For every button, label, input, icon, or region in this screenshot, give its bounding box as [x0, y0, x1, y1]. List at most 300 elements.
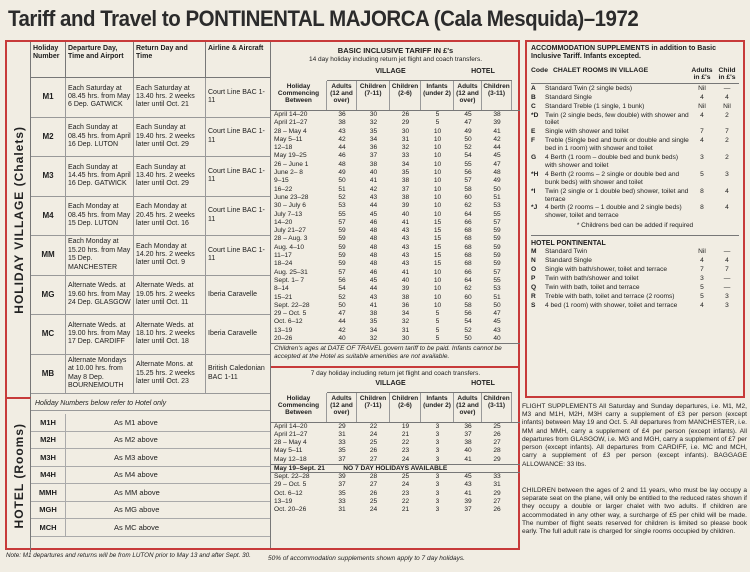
price: 51	[493, 293, 501, 301]
airline-info: Court Line BAC 1-11	[208, 128, 265, 144]
price: 62	[464, 285, 472, 293]
price: 29	[493, 455, 501, 463]
period: 30 – July 6	[274, 202, 306, 210]
tariff-row	[271, 119, 520, 127]
room-code: *H	[531, 170, 539, 178]
price: 62	[464, 202, 472, 210]
airline-info: Iberia Caravelle	[208, 330, 258, 338]
period: Sept. 22–28	[274, 301, 310, 309]
return-info: Each Saturday at 13.40 hrs. 2 weeks later until Oct. 21	[134, 78, 206, 117]
tariff-row	[271, 235, 520, 243]
price: 46	[369, 268, 378, 276]
tariff-row	[271, 244, 520, 252]
period: May 5–11	[274, 447, 303, 455]
price: 45	[464, 473, 472, 481]
hotel-room-list	[531, 248, 739, 309]
price: 41	[464, 489, 472, 497]
price: 10	[433, 169, 442, 177]
price: 51	[493, 193, 501, 201]
col-header: Children (7-11)	[357, 81, 390, 110]
price: 32	[401, 144, 410, 152]
adult-price: 4	[700, 137, 704, 145]
price: 3	[435, 447, 440, 455]
tariff-section	[270, 42, 520, 548]
price: 10	[433, 185, 442, 193]
price: 50	[493, 301, 501, 309]
price: 22	[369, 422, 378, 430]
percent-note: 50% of accommodation supplements shown apply to 7 day holidays.	[268, 555, 465, 562]
period: April 14–20	[274, 111, 308, 118]
price: 29	[338, 422, 346, 430]
price: 41	[493, 127, 501, 135]
price: 31	[338, 430, 346, 438]
price: 5	[435, 310, 440, 318]
holiday-number: MG	[31, 276, 66, 315]
price: 56	[464, 169, 472, 177]
hotel-code: MCH	[31, 519, 66, 536]
village-label: VILLAGE	[327, 68, 454, 81]
room-row	[531, 85, 739, 93]
departure-row	[31, 315, 270, 355]
price: 47	[338, 310, 346, 318]
child-price: 4	[725, 256, 729, 264]
period: 11–17	[274, 252, 292, 260]
tariff-row	[271, 202, 520, 210]
room-row	[531, 248, 739, 256]
price: 57	[493, 218, 501, 226]
room-code: *J	[531, 204, 538, 212]
adult-price: 5	[700, 292, 704, 300]
room-desc: Standard Single	[545, 256, 592, 264]
child-price: 4	[725, 93, 729, 101]
departure-info: Each Sunday at 14.45 hrs. from April 16 Dep. GATWICK	[66, 157, 134, 196]
child-price: 3	[725, 292, 729, 300]
price: 46	[338, 152, 346, 160]
price: 43	[401, 227, 410, 235]
room-row	[531, 94, 739, 102]
period: Oct. 20–26	[274, 506, 307, 514]
child-price: 3	[725, 170, 729, 178]
price: 59	[493, 260, 501, 268]
hotel-code: M3H	[31, 449, 66, 466]
room-row	[531, 284, 739, 292]
room-code: S	[531, 301, 536, 309]
room-code: R	[531, 292, 536, 300]
price: 46	[369, 218, 378, 226]
period: 14–20	[274, 218, 293, 226]
price: 59	[338, 227, 346, 235]
period: Aug. 4–10	[274, 243, 305, 251]
period: Aug. 25–31	[274, 268, 308, 276]
price: 58	[464, 301, 472, 309]
price: 48	[369, 235, 378, 243]
tariff-row	[271, 498, 520, 506]
period: 9–15	[274, 177, 289, 185]
price: 3	[435, 422, 440, 430]
room-row	[531, 302, 739, 310]
price: 39	[401, 285, 410, 293]
price: 50	[464, 135, 472, 143]
tariff-row	[271, 152, 520, 160]
col-header: Infants (under 2)	[421, 393, 454, 422]
departure-info: Alternate Weds. at 19.00 hrs. from May 17 Dep. CARDIFF	[66, 315, 134, 354]
child-price: —	[723, 84, 731, 92]
price: 44	[338, 144, 346, 152]
price: 66	[464, 268, 472, 276]
period: Oct. 6–12	[274, 489, 303, 497]
price: 40	[493, 335, 501, 343]
side-label-hotel: HOTEL (Rooms)	[7, 397, 31, 552]
room-desc: Twin (2 single or 1 double bed) shower, toilet and terrace	[545, 187, 689, 203]
price: 15	[433, 243, 442, 251]
hotel-desc: As M1 above	[114, 417, 158, 427]
price: 35	[338, 489, 346, 497]
price: 21	[401, 506, 410, 514]
price: 54	[338, 285, 346, 293]
price: 15	[433, 252, 442, 260]
price: 40	[369, 169, 378, 177]
tariff-row	[271, 302, 520, 310]
departure-info: Each Sunday at 08.45 hrs. from April 16 Dep. LUTON	[66, 118, 134, 157]
tariff-row	[271, 447, 520, 455]
period: 16–22	[274, 185, 293, 193]
departure-row	[31, 197, 270, 237]
luton-note: Note: M1 departures and returns will be from LUTON prior to May 13 and after Sept. 30.	[6, 552, 251, 559]
departure-row	[31, 157, 270, 197]
room-code: A	[531, 84, 536, 92]
departure-row	[31, 355, 270, 395]
room-row	[531, 266, 739, 274]
holiday-number: M1	[31, 78, 66, 117]
period: April 21–27	[274, 119, 308, 127]
price: 50	[338, 177, 346, 185]
airline-info: Court Line BAC 1-11	[208, 167, 265, 184]
tariff-row	[271, 227, 520, 235]
price: 49	[464, 127, 472, 135]
price: 60	[464, 293, 472, 301]
header-airline: Airline & Aircraft	[208, 45, 264, 52]
price: 56	[338, 276, 346, 284]
price: 27	[493, 439, 501, 447]
room-desc: Twin with bath/shower and toilet	[545, 274, 639, 282]
price: 68	[464, 227, 472, 235]
hotel-code: M2H	[31, 432, 66, 449]
room-desc: 4 bed (1 room) with shower, toilet and terrace	[545, 301, 678, 309]
period: April 14–20	[274, 422, 308, 430]
price: 41	[401, 218, 410, 226]
price: 10	[433, 276, 442, 284]
price: 43	[401, 243, 410, 251]
room-row	[531, 204, 739, 220]
airline-info: Court Line BAC 1-11	[208, 207, 265, 223]
price: 59	[493, 252, 501, 260]
price: 59	[338, 243, 346, 251]
tariff-row	[271, 310, 520, 318]
price: 59	[338, 252, 346, 260]
period: July 21–27	[274, 227, 306, 235]
return-info: Each Sunday at 19.40 hrs. 2 weeks later until Oct. 29	[134, 118, 206, 157]
child-price: 7	[725, 128, 729, 136]
price: 39	[464, 497, 472, 505]
child-price: 4	[725, 204, 729, 212]
adult-price: Nil	[698, 248, 706, 256]
room-desc: 4 Berth (2 rooms – 2 single or double bed and bunk beds) with shower and toilet	[545, 170, 680, 186]
price: 68	[464, 243, 472, 251]
tariff-row	[271, 481, 520, 489]
price: 24	[369, 506, 378, 514]
holiday-number: MC	[31, 315, 66, 354]
room-row	[531, 188, 739, 204]
room-desc: Twin with bath, toilet and terrace	[545, 283, 640, 291]
price: 68	[464, 252, 472, 260]
price: 10	[433, 177, 442, 185]
price: 55	[338, 210, 346, 218]
period: 13–19	[274, 326, 293, 334]
room-row	[531, 112, 739, 128]
period: 26 – June 1	[274, 160, 309, 168]
price: 29	[493, 489, 501, 497]
hotel-row	[31, 449, 270, 467]
period: 20–26	[274, 335, 293, 343]
hotel-pontinental-title: HOTEL PONTINENTAL	[531, 235, 739, 247]
tariff-row	[271, 177, 520, 185]
child-price: —	[723, 283, 731, 291]
price: 34	[401, 310, 410, 318]
room-desc: Single with shower and toilet	[545, 128, 629, 136]
period: 28 – May 4	[274, 127, 307, 135]
tariff-row	[271, 506, 520, 514]
room-desc: Standard Twin	[545, 248, 588, 256]
side-label-chalets: HOLIDAY VILLAGE (Chalets)	[7, 42, 31, 397]
price: 68	[464, 260, 472, 268]
price: 52	[338, 293, 346, 301]
tariff-row	[271, 136, 520, 144]
price: 50	[493, 185, 501, 193]
price: 68	[464, 235, 472, 243]
price: 32	[369, 335, 378, 343]
no-7day-row: May 19–Sept. 21 NO 7 DAY HOLIDAYS AVAILABLE	[271, 464, 520, 473]
hotel-code: MMH	[31, 484, 66, 501]
hotel-desc: As M2 above	[114, 435, 158, 445]
period: June 23–28	[274, 193, 309, 201]
price: 35	[369, 127, 378, 135]
price: 43	[401, 260, 410, 268]
price: 35	[338, 447, 346, 455]
period: 13–19	[274, 497, 293, 505]
price: 39	[401, 202, 410, 210]
tariff-row	[271, 277, 520, 285]
tariff-row	[271, 111, 520, 119]
price: 43	[369, 193, 378, 201]
price: 26	[369, 489, 378, 497]
price: 37	[464, 506, 472, 514]
price: 48	[369, 227, 378, 235]
airline-info: Court Line BAC 1-11	[208, 246, 265, 263]
price: 45	[369, 210, 378, 218]
price: 24	[369, 430, 378, 438]
price: 55	[493, 210, 501, 218]
airline-info: British Caledonian BAC 1-11	[208, 365, 265, 381]
price: 43	[338, 127, 346, 135]
tariff-row	[271, 144, 520, 152]
adult-price: 4	[700, 93, 704, 101]
price: 53	[493, 285, 501, 293]
tariff-7b-table	[271, 473, 520, 514]
price: 40	[401, 276, 410, 284]
price: 47	[493, 160, 501, 168]
holiday-number: M2	[31, 118, 66, 157]
price: 40	[464, 447, 472, 455]
price: 51	[338, 185, 346, 193]
adult-price: 4	[700, 111, 704, 119]
col-header: Adults (12 and over)	[327, 81, 357, 110]
room-desc: 4 berth (2 rooms – 1 double and 2 single beds) shower, toilet and terrace	[545, 204, 682, 220]
price: 10	[433, 135, 442, 143]
period: 15–21	[274, 293, 293, 301]
hotel-desc: As MM above	[114, 487, 160, 497]
price: 21	[401, 430, 410, 438]
holiday-number: MM	[31, 236, 66, 275]
tariff-frame	[5, 40, 520, 550]
page-title: Tariff and Travel to PONTINENTAL MAJORCA (Cala Mesquida)–1972	[8, 6, 639, 31]
child-price: —	[723, 248, 731, 256]
room-row	[531, 257, 739, 265]
period: July 7–13	[274, 210, 303, 218]
adult-price: 5	[700, 170, 704, 178]
departure-info: Each Monday at 08.45 hrs. from May 15 Dep. LUTON	[66, 197, 134, 236]
price: 45	[464, 111, 472, 118]
return-info: Alternate Weds. at 19.05 hrs. 2 weeks later until Oct. 11	[134, 276, 206, 315]
price: 10	[433, 210, 442, 218]
child-price: —	[723, 274, 731, 282]
price: 3	[435, 489, 440, 497]
price: 31	[338, 506, 346, 514]
tariff-row	[271, 431, 520, 439]
price: 45	[493, 152, 501, 160]
price: 25	[369, 439, 378, 447]
tariff-row	[271, 423, 520, 431]
price: 15	[433, 260, 442, 268]
price: 26	[493, 506, 501, 514]
header-holiday-number: Holiday Number	[31, 42, 66, 77]
price: 10	[433, 127, 442, 135]
price: 5	[435, 119, 440, 127]
tariff-7-header	[271, 393, 520, 423]
room-code: P	[531, 274, 536, 282]
tariff-row	[271, 318, 520, 326]
price: 44	[493, 144, 501, 152]
price: 38	[401, 293, 410, 301]
price: 35	[401, 169, 410, 177]
price: 59	[493, 243, 501, 251]
price: 25	[401, 473, 410, 481]
price: 27	[369, 481, 378, 489]
holiday-number: MB	[31, 355, 66, 394]
child-price: 7	[725, 265, 729, 273]
price: 54	[464, 152, 472, 160]
room-code: F	[531, 137, 536, 145]
price: 24	[401, 455, 410, 463]
room-row	[531, 154, 739, 170]
price: 3	[435, 481, 440, 489]
tariff-row	[271, 211, 520, 219]
departure-row	[31, 276, 270, 316]
hotel-row	[31, 467, 270, 485]
price: 35	[369, 318, 378, 326]
price: 37	[464, 430, 472, 438]
price: 54	[464, 318, 472, 326]
price: 40	[401, 210, 410, 218]
tariff-row	[271, 285, 520, 293]
price: 43	[401, 235, 410, 243]
price: 38	[401, 193, 410, 201]
price: 25	[493, 422, 501, 430]
price: 15	[433, 227, 442, 235]
adult-price: 7	[700, 128, 704, 136]
price: 30	[401, 335, 410, 343]
price: 49	[493, 177, 501, 185]
col-header: Adults (12 and over)	[327, 393, 357, 422]
price: 48	[369, 260, 378, 268]
hotel-note: Holiday Numbers below refer to Hotel only	[31, 397, 270, 411]
price: 42	[493, 135, 501, 143]
hotel-row	[31, 414, 270, 432]
room-row	[531, 128, 739, 136]
return-info: Each Monday at 20.45 hrs. 2 weeks later until Oct. 16	[134, 197, 206, 236]
price: 10	[433, 193, 442, 201]
return-info: Each Sunday at 13.40 hrs. 2 weeks later until Oct. 29	[134, 157, 206, 196]
adult-price: Nil	[698, 102, 706, 110]
hotel-desc: As MG above	[114, 505, 160, 515]
price: 10	[433, 293, 442, 301]
price: 53	[338, 202, 346, 210]
tariff-row	[271, 269, 520, 277]
price: 23	[401, 489, 410, 497]
accommodation-supplements	[525, 40, 745, 398]
price: 42	[338, 326, 346, 334]
col-header: Adults (12 and over)	[454, 393, 482, 422]
tariff-14-table	[271, 111, 520, 343]
holiday-number: M4	[31, 197, 66, 236]
room-desc: Twin (2 single beds, few double) with shower and toilet	[545, 111, 689, 127]
child-price: 2	[725, 111, 729, 119]
price: 10	[433, 268, 442, 276]
price: 37	[401, 185, 410, 193]
price: 36	[369, 144, 378, 152]
tariff-row	[271, 219, 520, 227]
day7-subtitle: 7 day holiday including return jet flight and coach transfers.	[310, 369, 481, 377]
village-label-7: VILLAGE	[327, 380, 454, 393]
departure-row	[31, 236, 270, 276]
price: 40	[338, 335, 346, 343]
price: 38	[369, 310, 378, 318]
holiday-number: M3	[31, 157, 66, 196]
departure-row	[31, 118, 270, 158]
price: 34	[401, 160, 410, 168]
age-note: Children's ages at DATE OF TRAVEL govern tariff to be paid. Infants cannot be accepted at the Hotel as suitable amenities are not available.	[271, 343, 520, 362]
room-code: N	[531, 256, 536, 264]
hotel-row	[31, 432, 270, 450]
room-code: O	[531, 265, 537, 273]
price: 45	[369, 276, 378, 284]
price: 59	[493, 227, 501, 235]
period: June 2– 8	[274, 169, 303, 177]
price: 10	[433, 144, 442, 152]
price: 37	[338, 481, 346, 489]
price: 64	[464, 276, 472, 284]
adult-price: 8	[700, 187, 704, 195]
price: 44	[369, 202, 378, 210]
